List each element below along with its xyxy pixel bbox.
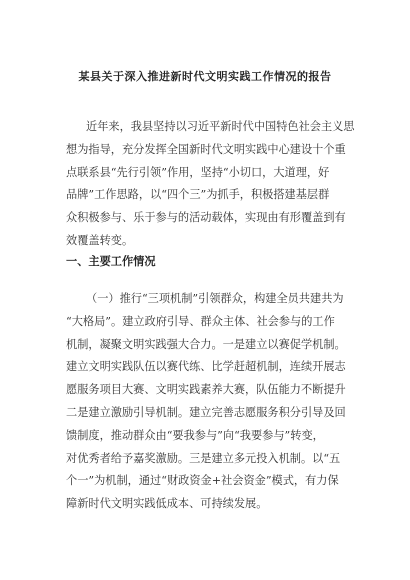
paragraph-line: 点联系县“先行引领”作用，坚持“小切口，大道理，好 xyxy=(66,165,330,179)
paragraph-line: 障新时代文明实践低成本、可持续发展。 xyxy=(66,497,268,511)
paragraph-line: 建立文明实践队伍以赛代练、比学赶超机制，连续开展志 xyxy=(66,360,346,374)
paragraph-line: 对优秀者给予嘉奖激励。三是建立多元投入机制。以“五 xyxy=(66,451,341,465)
paragraph-line: 馈制度，推动群众由“要我参与”向“我要参与”转变， xyxy=(66,428,324,442)
paragraph-line: 二是建立激励引导机制。建立完善志愿服务积分引导及回 xyxy=(66,405,346,419)
paragraph-line: 众积极参与、乐于参与的活动载体，实现由有形覆盖到有 xyxy=(66,211,346,225)
section-heading: 一、主要工作情况 xyxy=(66,254,156,268)
paragraph-line: 品牌”工作思路，以“四个三”为抓手，积极搭建基层群 xyxy=(66,188,330,202)
paragraph-line: 近年来，我县坚持以习近平新时代中国特色社会主义思 xyxy=(86,120,355,133)
paragraph-line: “大格局”。建立政府引导、群众主体、社会参与的工作 xyxy=(66,314,335,328)
paragraph-line: 想为指导，充分发挥全国新时代文明实践中心建设十个重 xyxy=(66,142,346,156)
paragraph-line: （一）推行“三项机制”引领群众，构建全员共建共为 xyxy=(86,292,344,305)
document-title: 某县关于深入推进新时代文明实践工作情况的报告 xyxy=(78,70,332,83)
intro-paragraph xyxy=(66,116,356,253)
paragraph-line: 效覆盖转变。 xyxy=(66,233,134,247)
paragraph-line: 个一”为机制，通过“财政资金+社会资金”模式，有力保 xyxy=(66,474,339,488)
paragraph-line: 机制，凝聚文明实践强大合力。一是建立以赛促学机制。 xyxy=(66,337,346,351)
paragraph-line: 愿服务项目大赛、文明实践素养大赛，队伍能力不断提升 xyxy=(66,383,346,397)
section-paragraph xyxy=(66,288,356,516)
